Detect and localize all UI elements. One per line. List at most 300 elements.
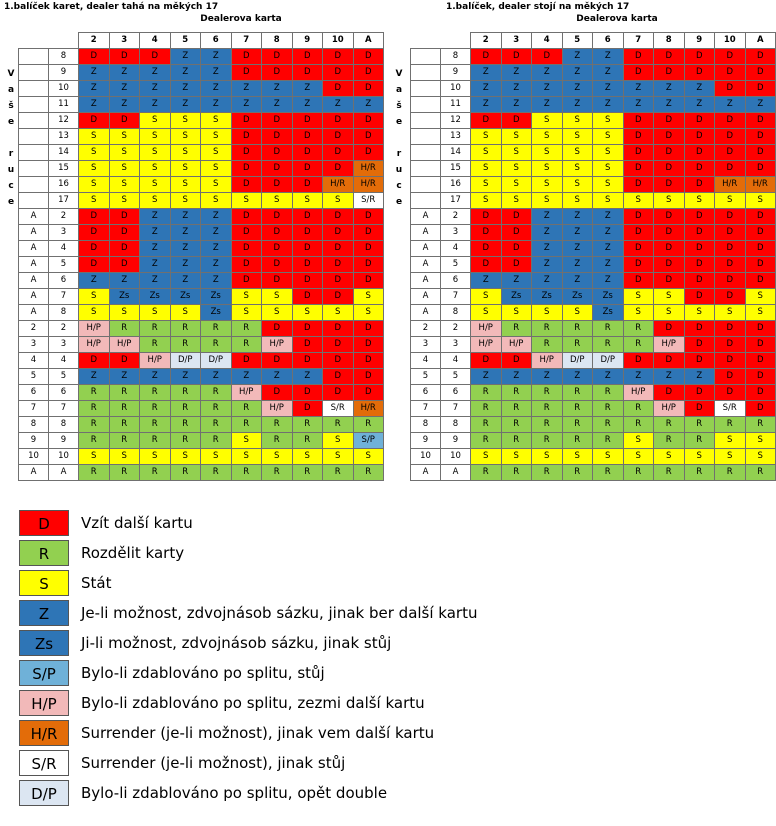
action-cell: D <box>654 385 685 401</box>
table-row <box>411 369 776 385</box>
action-cell: D <box>262 209 293 225</box>
action-cell: D <box>745 321 776 337</box>
action-cell: S <box>323 193 354 209</box>
action-cell: Z <box>593 241 624 257</box>
action-cell: Z <box>684 97 715 113</box>
action-cell: H/R <box>715 177 746 193</box>
hand-card-1 <box>19 129 49 145</box>
table-row <box>411 353 776 369</box>
hand-card-1: 10 <box>19 449 49 465</box>
action-cell: Z <box>593 97 624 113</box>
hand-card-2: 2 <box>49 321 79 337</box>
action-cell: Z <box>501 97 532 113</box>
action-cell: Z <box>292 97 323 113</box>
action-cell: D <box>109 353 140 369</box>
dealer-card-header: 7 <box>231 33 262 49</box>
hand-card-1: 2 <box>19 321 49 337</box>
table-row <box>19 273 384 289</box>
action-cell: D <box>745 49 776 65</box>
action-cell: D <box>501 241 532 257</box>
table-row <box>411 193 776 209</box>
action-cell: Z <box>79 273 110 289</box>
action-cell: D/P <box>170 353 201 369</box>
action-cell: H/P <box>654 401 685 417</box>
action-cell: D <box>292 145 323 161</box>
hand-card-1: A <box>19 257 49 273</box>
action-cell: S <box>292 305 323 321</box>
hand-label-letter: c <box>8 181 14 191</box>
hand-card-1: 6 <box>19 385 49 401</box>
hand-card-1 <box>411 129 441 145</box>
action-cell: S <box>471 177 502 193</box>
action-cell: Z <box>684 81 715 97</box>
action-cell: S <box>532 113 563 129</box>
dealer-card-header: 2 <box>471 33 502 49</box>
legend-swatch: D <box>19 510 69 536</box>
action-cell: R <box>79 401 110 417</box>
hand-card-2: 17 <box>441 193 471 209</box>
action-cell: D <box>471 353 502 369</box>
action-cell: S <box>109 177 140 193</box>
action-cell: D <box>231 225 262 241</box>
action-cell: D <box>715 225 746 241</box>
dealer-card-header: 4 <box>140 33 171 49</box>
action-cell: R <box>79 417 110 433</box>
hand-card-1: A <box>19 289 49 305</box>
hand-card-1 <box>411 193 441 209</box>
action-cell: D <box>623 209 654 225</box>
action-cell: D <box>684 129 715 145</box>
action-cell: S <box>471 193 502 209</box>
hand-card-2: 4 <box>49 353 79 369</box>
action-cell: D <box>323 209 354 225</box>
action-cell: D <box>292 273 323 289</box>
action-cell: D <box>684 177 715 193</box>
action-cell: Z <box>201 273 232 289</box>
hand-card-2: 3 <box>49 225 79 241</box>
action-cell: R <box>684 417 715 433</box>
table-row <box>411 113 776 129</box>
action-cell: R <box>501 385 532 401</box>
action-cell: D <box>353 49 384 65</box>
table-row <box>19 417 384 433</box>
action-cell: Z <box>201 97 232 113</box>
hand-card-2: 6 <box>441 273 471 289</box>
hand-card-1 <box>19 161 49 177</box>
action-cell: R <box>353 465 384 481</box>
action-cell: S <box>109 449 140 465</box>
legend-text: Je-li možnost, zdvojnásob sázku, jinak ber další kartu <box>81 604 478 622</box>
action-cell: R <box>170 433 201 449</box>
action-cell: S <box>715 305 746 321</box>
action-cell: D <box>231 257 262 273</box>
table-row <box>19 177 384 193</box>
action-cell: Z <box>109 81 140 97</box>
action-cell: D <box>262 49 293 65</box>
action-cell: S <box>201 161 232 177</box>
action-cell: D <box>684 161 715 177</box>
action-cell: Z <box>654 81 685 97</box>
legend-swatch: D/P <box>19 780 69 806</box>
hand-card-2: 9 <box>49 65 79 81</box>
hand-card-1 <box>19 113 49 129</box>
hand-card-1 <box>19 145 49 161</box>
action-cell: D <box>231 161 262 177</box>
action-cell: S <box>532 449 563 465</box>
action-cell: D <box>323 65 354 81</box>
action-cell: D <box>323 257 354 273</box>
action-cell: Zs <box>562 289 593 305</box>
table-row <box>411 81 776 97</box>
strategy-chart-stand-soft-17 <box>395 0 776 500</box>
your-hand-label <box>6 66 16 210</box>
action-cell: R <box>109 465 140 481</box>
action-cell: D <box>109 257 140 273</box>
hand-card-1 <box>411 177 441 193</box>
action-cell: Z <box>170 257 201 273</box>
action-cell: Z <box>562 97 593 113</box>
action-cell: Zs <box>170 289 201 305</box>
hand-card-2: 10 <box>49 449 79 465</box>
action-cell: S <box>201 177 232 193</box>
action-cell: D <box>501 257 532 273</box>
action-cell: D <box>745 209 776 225</box>
action-cell: D <box>353 321 384 337</box>
action-cell: D/P <box>593 353 624 369</box>
action-cell: Z <box>170 81 201 97</box>
action-cell: R <box>593 385 624 401</box>
action-cell: S <box>562 305 593 321</box>
action-cell: S <box>262 449 293 465</box>
action-cell: R <box>231 417 262 433</box>
hand-card-1: A <box>411 305 441 321</box>
action-cell: D <box>745 337 776 353</box>
action-cell: R <box>140 401 171 417</box>
hand-card-1: A <box>411 273 441 289</box>
action-cell: S <box>353 289 384 305</box>
action-cell: Z <box>79 65 110 81</box>
action-cell: S <box>715 433 746 449</box>
action-cell: R <box>109 401 140 417</box>
action-cell: S <box>79 289 110 305</box>
action-cell: R <box>501 401 532 417</box>
action-cell: D <box>684 289 715 305</box>
action-cell: S/R <box>715 401 746 417</box>
action-cell: R <box>715 417 746 433</box>
action-cell: S <box>471 289 502 305</box>
action-cell: Z <box>140 241 171 257</box>
hand-card-2: 14 <box>441 145 471 161</box>
legend-text: Vzít další kartu <box>81 514 193 532</box>
action-cell: D <box>684 65 715 81</box>
action-cell: D <box>501 209 532 225</box>
action-cell: Z <box>79 81 110 97</box>
action-cell: D <box>684 145 715 161</box>
table-row <box>411 337 776 353</box>
action-cell: S <box>501 193 532 209</box>
hand-card-2: 12 <box>441 113 471 129</box>
table-row <box>411 65 776 81</box>
dealer-card-header-row <box>411 33 776 49</box>
action-cell: D <box>745 113 776 129</box>
action-cell: D <box>353 145 384 161</box>
action-cell: D <box>353 353 384 369</box>
action-cell: S <box>471 449 502 465</box>
action-cell: Z <box>140 65 171 81</box>
hand-card-2: 8 <box>441 417 471 433</box>
hand-card-2: 16 <box>49 177 79 193</box>
action-cell: D <box>684 209 715 225</box>
action-cell: Z <box>593 257 624 273</box>
action-cell: S <box>109 129 140 145</box>
action-cell: Z <box>201 81 232 97</box>
table-row <box>19 257 384 273</box>
action-cell: D <box>715 321 746 337</box>
action-cell: S <box>79 177 110 193</box>
action-cell: S <box>170 145 201 161</box>
action-cell: S <box>353 449 384 465</box>
action-cell: R <box>170 401 201 417</box>
hand-label-letter: a <box>7 85 15 95</box>
action-cell: D <box>684 337 715 353</box>
action-cell: Z <box>501 369 532 385</box>
action-cell: Z <box>715 97 746 113</box>
action-cell: D <box>654 177 685 193</box>
hand-label-letter: š <box>396 101 402 111</box>
action-cell: D <box>353 257 384 273</box>
action-cell: D <box>323 385 354 401</box>
action-cell: D <box>715 385 746 401</box>
action-cell: Zs <box>140 289 171 305</box>
action-cell: R <box>532 417 563 433</box>
hand-card-2: 8 <box>441 49 471 65</box>
action-cell: D <box>292 65 323 81</box>
hand-card-1: 3 <box>19 337 49 353</box>
action-cell: S <box>140 161 171 177</box>
hand-card-2: 10 <box>49 81 79 97</box>
hand-card-2: 12 <box>49 113 79 129</box>
header-spacer <box>19 33 49 49</box>
action-cell: D <box>323 273 354 289</box>
action-cell: Z <box>684 369 715 385</box>
table-row <box>411 449 776 465</box>
action-cell: R <box>684 433 715 449</box>
action-cell: R <box>262 417 293 433</box>
action-cell: Z <box>501 273 532 289</box>
action-cell: Z <box>170 97 201 113</box>
hand-card-1 <box>411 81 441 97</box>
action-cell: D <box>501 225 532 241</box>
action-cell: R <box>79 433 110 449</box>
action-cell: R <box>292 433 323 449</box>
action-cell: Z <box>593 65 624 81</box>
action-cell: Zs <box>201 289 232 305</box>
action-cell: Z <box>501 65 532 81</box>
action-cell: R <box>562 433 593 449</box>
dealer-card-header: 10 <box>715 33 746 49</box>
action-cell: D <box>109 225 140 241</box>
action-cell: H/P <box>532 353 563 369</box>
action-cell: Z <box>170 273 201 289</box>
action-cell: S <box>593 129 624 145</box>
action-cell: D <box>501 353 532 369</box>
action-cell: S <box>745 289 776 305</box>
action-cell: D <box>471 209 502 225</box>
hand-card-2: 11 <box>441 97 471 113</box>
action-cell: D <box>684 49 715 65</box>
action-cell: D <box>292 209 323 225</box>
action-cell: S <box>231 449 262 465</box>
action-cell: D <box>745 385 776 401</box>
header-spacer <box>49 33 79 49</box>
action-cell: Z <box>593 273 624 289</box>
action-cell: D <box>231 353 262 369</box>
action-cell: R <box>140 465 171 481</box>
action-cell: Zs <box>109 289 140 305</box>
hand-card-1: A <box>19 273 49 289</box>
action-cell: D <box>623 113 654 129</box>
action-cell: Z <box>471 273 502 289</box>
action-cell: Z <box>745 97 776 113</box>
action-cell: D <box>654 129 685 145</box>
action-cell: D <box>353 385 384 401</box>
hand-card-1: A <box>19 465 49 481</box>
hand-card-2: 8 <box>49 417 79 433</box>
hand-card-1: A <box>411 289 441 305</box>
action-cell: D <box>323 49 354 65</box>
action-cell: Z <box>532 225 563 241</box>
table-row <box>411 129 776 145</box>
action-cell: R <box>562 465 593 481</box>
action-cell: S <box>109 305 140 321</box>
action-cell: R <box>201 337 232 353</box>
action-cell: S <box>201 129 232 145</box>
action-cell: Z <box>140 369 171 385</box>
action-cell: H/P <box>471 337 502 353</box>
action-cell: Z <box>532 65 563 81</box>
action-cell: R <box>471 385 502 401</box>
action-cell: D <box>79 353 110 369</box>
hand-card-2: 7 <box>441 289 471 305</box>
action-cell: D <box>715 65 746 81</box>
action-cell: R <box>231 401 262 417</box>
action-cell: S <box>532 161 563 177</box>
hand-label-letter: e <box>7 117 15 127</box>
action-cell: H/P <box>79 321 110 337</box>
action-cell: S <box>353 305 384 321</box>
action-cell: Z <box>471 369 502 385</box>
action-cell: D <box>471 225 502 241</box>
action-cell: S <box>79 129 110 145</box>
action-cell: S <box>562 129 593 145</box>
action-cell: S/R <box>323 401 354 417</box>
hand-card-1: 8 <box>19 417 49 433</box>
action-cell: D <box>471 257 502 273</box>
action-cell: R <box>593 433 624 449</box>
action-cell: D <box>353 225 384 241</box>
action-cell: S <box>623 305 654 321</box>
action-cell: S <box>140 129 171 145</box>
hand-card-2: 7 <box>49 401 79 417</box>
hand-label-letter: u <box>7 165 15 175</box>
action-cell: D <box>292 353 323 369</box>
action-cell: D <box>745 129 776 145</box>
hand-card-1 <box>411 97 441 113</box>
action-cell: D <box>292 241 323 257</box>
action-cell: H/P <box>262 401 293 417</box>
action-cell: R <box>353 417 384 433</box>
action-cell: D <box>684 353 715 369</box>
hand-card-2: 16 <box>441 177 471 193</box>
action-cell: D <box>79 225 110 241</box>
action-cell: Z <box>201 65 232 81</box>
action-cell: D <box>262 273 293 289</box>
action-cell: D <box>501 113 532 129</box>
action-cell: D <box>262 113 293 129</box>
hand-card-1 <box>411 145 441 161</box>
action-cell: D <box>501 49 532 65</box>
action-cell: Z <box>170 225 201 241</box>
action-cell: D <box>745 353 776 369</box>
action-cell: S <box>170 129 201 145</box>
action-cell: R <box>562 385 593 401</box>
action-cell: Z <box>170 241 201 257</box>
dealer-card-header: 2 <box>79 33 110 49</box>
action-cell: D <box>262 241 293 257</box>
table-row <box>19 97 384 113</box>
action-cell: Z <box>262 369 293 385</box>
action-cell: Z <box>562 225 593 241</box>
action-cell: Z <box>562 209 593 225</box>
action-cell: S <box>471 129 502 145</box>
action-cell: Z <box>231 97 262 113</box>
action-cell: S <box>532 145 563 161</box>
action-cell: D <box>292 161 323 177</box>
action-cell: R <box>323 465 354 481</box>
action-cell: R <box>532 433 563 449</box>
action-cell: D <box>684 113 715 129</box>
hand-card-1: 4 <box>19 353 49 369</box>
action-cell: D/P <box>201 353 232 369</box>
action-cell: D <box>471 49 502 65</box>
action-cell: D <box>623 145 654 161</box>
action-cell: D <box>79 209 110 225</box>
action-cell: R <box>562 337 593 353</box>
action-cell: Z <box>201 209 232 225</box>
action-cell: Z <box>562 49 593 65</box>
action-cell: Z <box>353 97 384 113</box>
action-cell: S <box>532 193 563 209</box>
table-row <box>411 225 776 241</box>
action-cell: R <box>170 417 201 433</box>
action-cell: S <box>262 305 293 321</box>
action-cell: D <box>353 273 384 289</box>
action-cell: R <box>532 465 563 481</box>
action-cell: Z <box>201 369 232 385</box>
hand-card-1 <box>19 81 49 97</box>
action-cell: D <box>654 113 685 129</box>
action-cell: Z <box>562 65 593 81</box>
action-cell: S <box>715 193 746 209</box>
dealer-card-header: 9 <box>684 33 715 49</box>
action-cell: D <box>623 49 654 65</box>
action-cell: D <box>231 273 262 289</box>
action-cell: R <box>684 465 715 481</box>
action-cell: H/P <box>140 353 171 369</box>
dealer-card-header: A <box>745 33 776 49</box>
action-cell: H/R <box>745 177 776 193</box>
action-cell: S <box>292 193 323 209</box>
